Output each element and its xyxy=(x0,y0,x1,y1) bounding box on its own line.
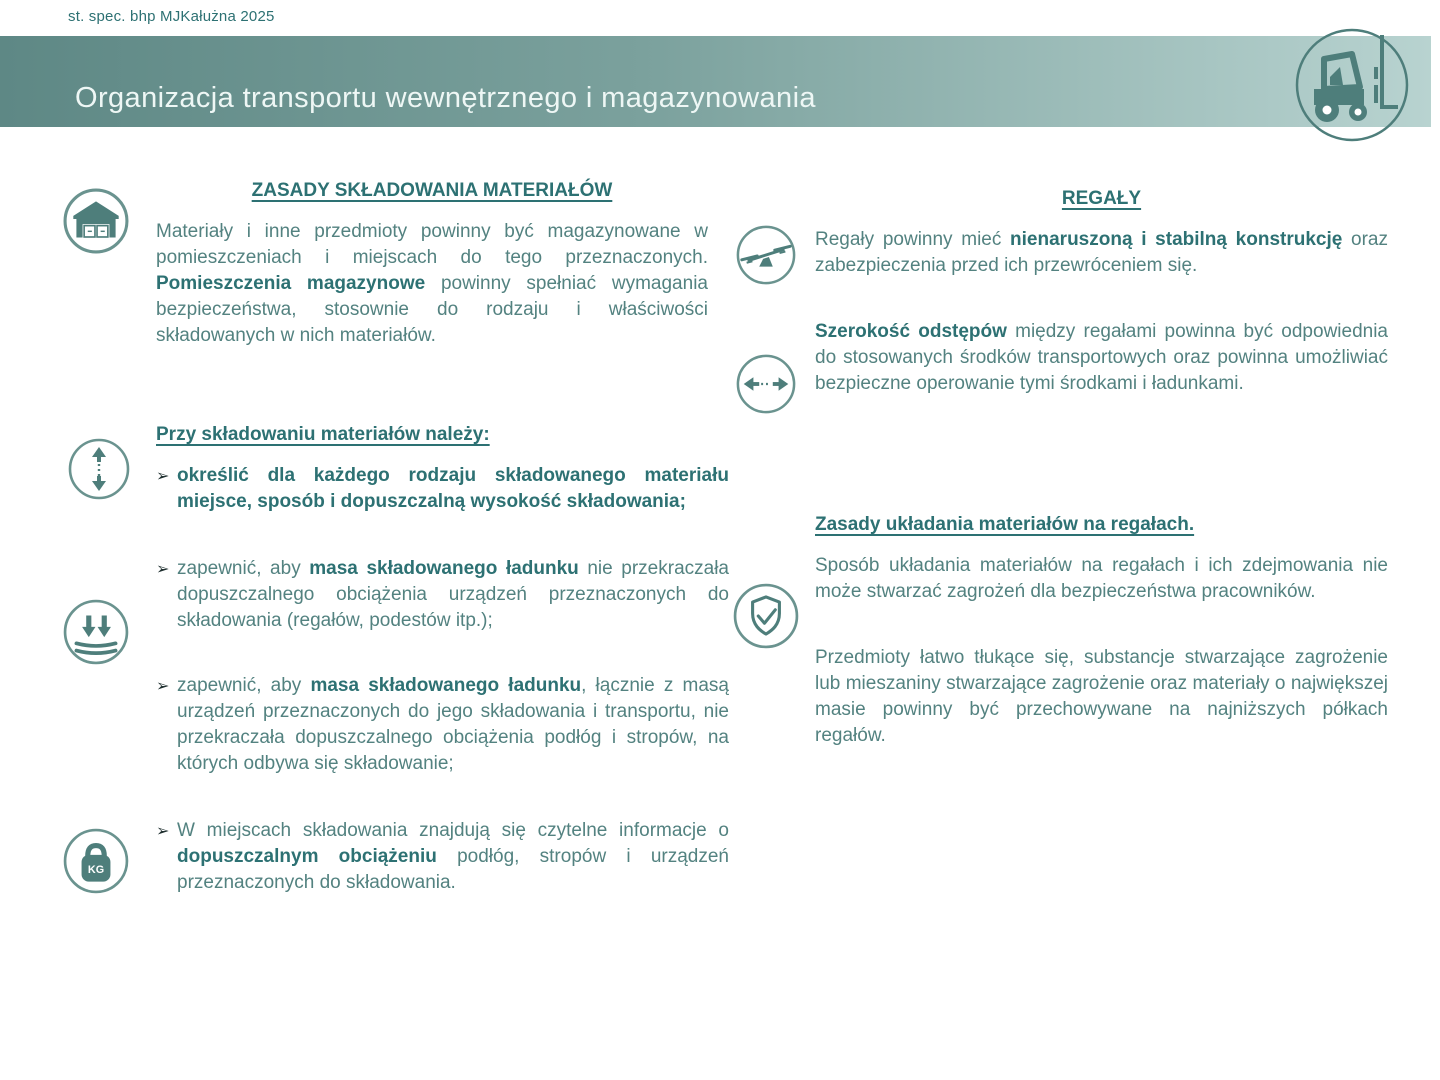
page-title: Organizacja transportu wewnętrznego i magazynowania xyxy=(75,82,816,114)
storage-bullet-2 xyxy=(156,556,729,634)
racks-paragraph-2: Szerokość odstępów między regałami powinna być odpowiednia do stosowanych środków transportowych oraz powinna umożliwiać bezpieczne operowanie tymi środkami i ładunkami. xyxy=(815,321,1389,394)
bullet-text: W miejscach składowania znajdują się czytelne informacje o dopuszczalnym obciążeniu podłóg, stropów i urządzeń przeznaczonych do składowania. xyxy=(177,820,729,893)
bullet-arrow-icon: ➢ xyxy=(156,561,170,578)
aisle-width-icon xyxy=(735,353,797,415)
credit-line: st. spec. bhp MJKałużna 2025 xyxy=(68,8,275,25)
section-heading-racks: REGAŁY xyxy=(1061,188,1142,209)
shield-check-icon xyxy=(733,583,799,649)
forklift-icon xyxy=(1294,27,1410,143)
header-bar xyxy=(0,36,1431,127)
load-pressure-icon xyxy=(63,599,129,665)
svg-text:KG: KG xyxy=(87,863,105,876)
storage-bullet-1 xyxy=(156,463,729,515)
storage-bullet-4 xyxy=(156,818,729,896)
bullet-text: zapewnić, aby masa składowanego ładunku nie przekraczała dopuszczalnego obciążenia urządzeń przeznaczonych do składowania (regałów, podestów itp.); xyxy=(177,558,729,631)
warehouse-icon xyxy=(63,188,129,254)
bullet-text: zapewnić, aby masa składowanego ładunku, łącznie z masą urządzeń przeznaczonych do jego składowania i transportu, nie przekraczała dopuszczalnego obciążenia podłóg i stropów, na których odbywa się składowanie; xyxy=(177,675,729,774)
rack-arrangement-paragraph-2: Przedmioty łatwo tłukące się, substancje stwarzające zagrożenie lub mieszaniny stwarzające zagrożenie oraz materiały o największej masie powinny być przechowywane na najniższych półkach regałów. xyxy=(815,647,1388,746)
bullet-arrow-icon: ➢ xyxy=(156,678,170,695)
section-heading-rack-arrangement: Zasady układania materiałów na regałach. xyxy=(815,514,1195,535)
storage-bullet-3 xyxy=(156,673,729,777)
bullet-arrow-icon: ➢ xyxy=(156,823,170,840)
racks-paragraph-1: Regały powinny mieć nienaruszoną i stabilną konstrukcję oraz zabezpieczenia przed ich przewróceniem się. xyxy=(815,229,1388,276)
section-heading-when-storing: Przy składowaniu materiałów należy: xyxy=(156,424,490,445)
weight-kg-icon xyxy=(63,828,129,894)
section-heading-storage-rules: ZASADY SKŁADOWANIA MATERIAŁÓW xyxy=(251,180,613,201)
bullet-text: określić dla każdego rodzaju składowanego materiału miejsce, sposób i dopuszczalną wysokość składowania; xyxy=(177,465,729,512)
height-range-icon xyxy=(67,437,131,501)
storage-rules-paragraph: Materiały i inne przedmioty powinny być magazynowane w pomieszczeniach i miejscach do tego przeznaczonych. Pomieszczenia magazynowe powinny spełniać wymagania bezpieczeństwa, stosownie do rodzaju i właściwości składowanych w nich materiałów. xyxy=(156,221,708,346)
rack-arrangement-paragraph-1: Sposób układania materiałów na regałach i ich zdejmowania nie może stwarzać zagrożeń dla bezpieczeństwa pracowników. xyxy=(815,555,1388,602)
balance-icon xyxy=(735,224,797,286)
bullet-arrow-icon: ➢ xyxy=(156,468,170,485)
